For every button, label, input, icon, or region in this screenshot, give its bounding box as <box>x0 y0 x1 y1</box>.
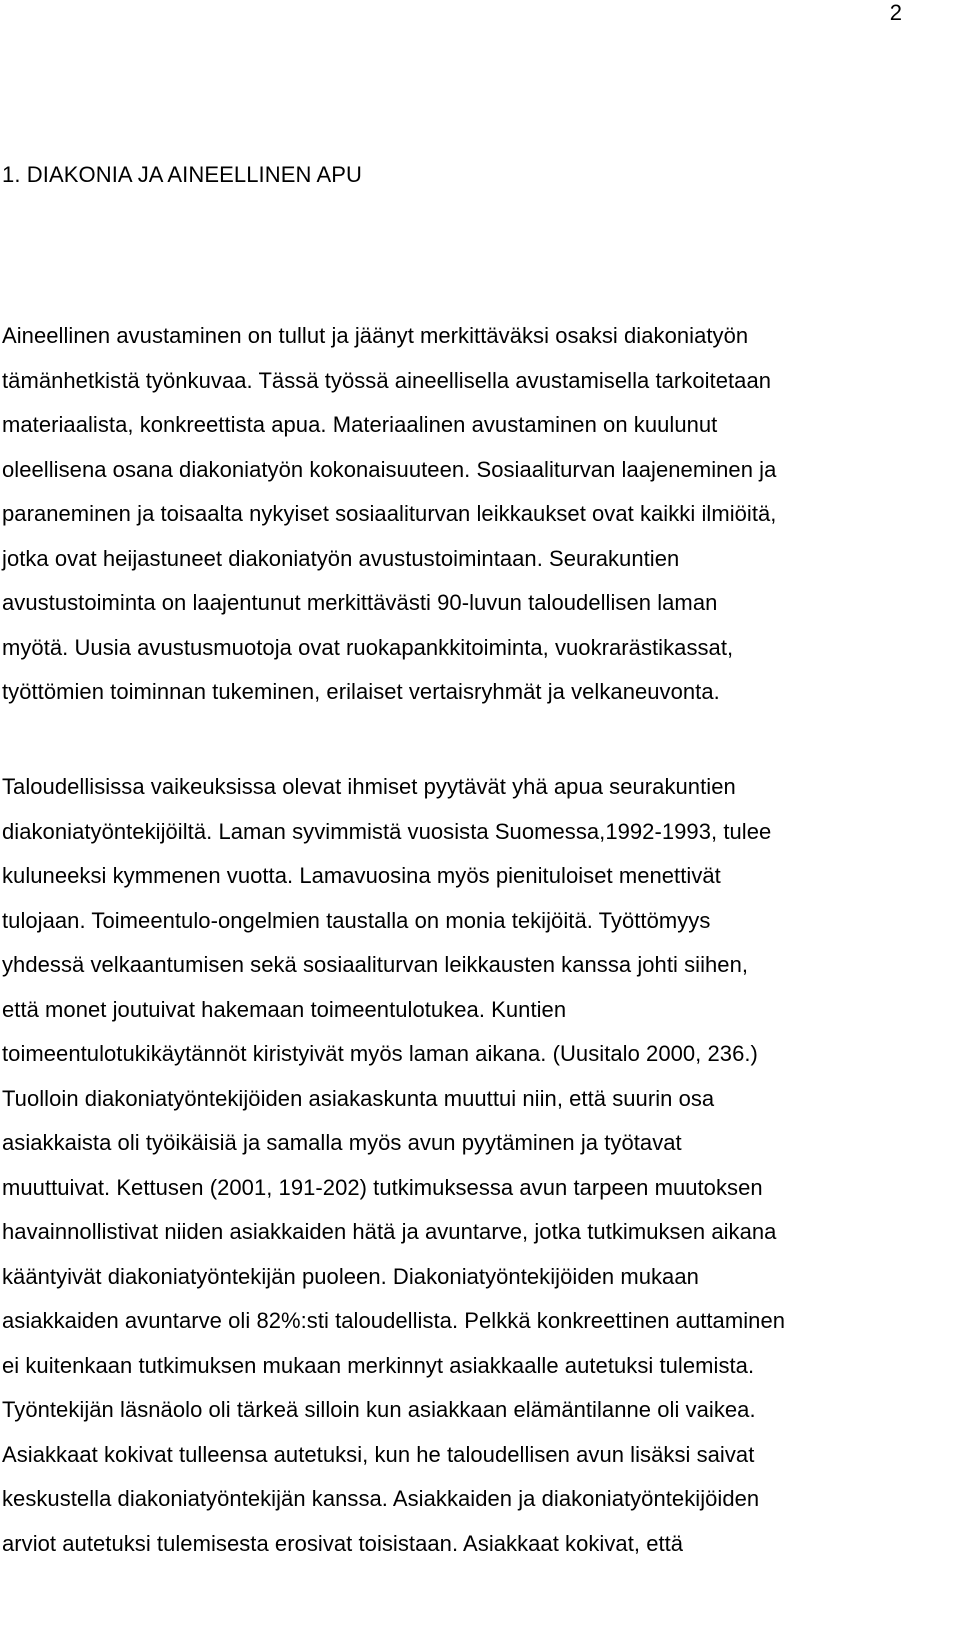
text-line: keskustella diakoniatyöntekijän kanssa. Asiakkaiden ja diakoniatyöntekijöiden <box>2 1486 760 1511</box>
text-line: asiakkaista oli työikäisiä ja samalla myös avun pyytäminen ja työtavat <box>2 1130 682 1155</box>
paragraph-1 <box>2 314 776 715</box>
page-number: 2 <box>889 0 902 25</box>
text-line: Työntekijän läsnäolo oli tärkeä silloin kun asiakkaan elämäntilanne oli vaikea. <box>2 1397 756 1422</box>
text-line: kuluneeksi kymmenen vuotta. Lamavuosina myös pienituloiset menettivät <box>2 863 721 888</box>
text-line: Asiakkaat kokivat tulleensa autetuksi, kun he taloudellisen avun lisäksi saivat <box>2 1441 755 1467</box>
text-line: havainnollistivat niiden asiakkaiden hätä ja avuntarve, jotka tutkimuksen aikana <box>2 1219 777 1244</box>
text-line: paraneminen ja toisaalta nykyiset sosiaaliturvan leikkaukset ovat kaikki ilmiöitä, <box>2 501 777 526</box>
text-line: Aineellinen avustaminen on tullut ja jäänyt merkittäväksi osaksi diakoniatyön <box>2 323 749 348</box>
text-line: muuttuivat. Kettusen (2001, 191-202) tutkimuksessa avun tarpeen muutoksen <box>2 1174 763 1200</box>
text-line: myötä. Uusia avustusmuotoja ovat ruokapankkitoiminta, vuokrarästikassat, <box>2 634 734 660</box>
text-line: työttömien toiminnan tukeminen, erilaiset vertaisryhmät ja velkaneuvonta. <box>2 679 720 704</box>
text-line: diakoniatyöntekijöiltä. Laman syvimmistä vuosista Suomessa,1992-1993, tulee <box>2 818 772 844</box>
chapter-heading: 1. DIAKONIA JA AINEELLINEN APU <box>2 162 363 187</box>
text-line: asiakkaiden avuntarve oli 82%:sti taloudellista. Pelkkä konkreettinen auttaminen <box>2 1308 786 1333</box>
text-line: ei kuitenkaan tutkimuksen mukaan merkinnyt asiakkaalle autetuksi tulemista. <box>2 1352 755 1378</box>
paragraph-2 <box>2 765 785 1566</box>
text-line: oleellisena osana diakoniatyön kokonaisuuteen. Sosiaaliturvan laajeneminen ja <box>2 456 777 482</box>
text-line: materiaalista, konkreettista apua. Materiaalinen avustaminen on kuulunut <box>2 412 718 437</box>
text-line: toimeentulotukikäytännöt kiristyivät myös laman aikana. (Uusitalo 2000, 236.) <box>2 1041 758 1066</box>
text-line: Taloudellisissa vaikeuksissa olevat ihmiset pyytävät yhä apua seurakuntien <box>2 774 736 799</box>
text-line: että monet joutuivat hakemaan toimeentulotukea. Kuntien <box>2 996 567 1022</box>
text-line: kääntyivät diakoniatyöntekijän puoleen. Diakoniatyöntekijöiden mukaan <box>2 1263 699 1289</box>
text-line: Tuolloin diakoniatyöntekijöiden asiakaskunta muuttui niin, että suurin osa <box>2 1085 715 1111</box>
text-line: yhdessä velkaantumisen sekä sosiaaliturvan leikkausten kanssa johti siihen, <box>2 952 749 977</box>
text-line: jotka ovat heijastuneet diakoniatyön avustustoimintaan. Seurakuntien <box>2 545 680 571</box>
text-line: arviot autetuksi tulemisesta erosivat toisistaan. Asiakkaat kokivat, että <box>2 1530 684 1556</box>
text-line: avustustoiminta on laajentunut merkittävästi 90-luvun taloudellisen laman <box>2 590 718 615</box>
text-line: tulojaan. Toimeentulo-ongelmien taustalla on monia tekijöitä. Työttömyys <box>2 907 711 933</box>
text-line: tämänhetkistä työnkuvaa. Tässä työssä aineellisella avustamisella tarkoitetaan <box>2 367 772 393</box>
